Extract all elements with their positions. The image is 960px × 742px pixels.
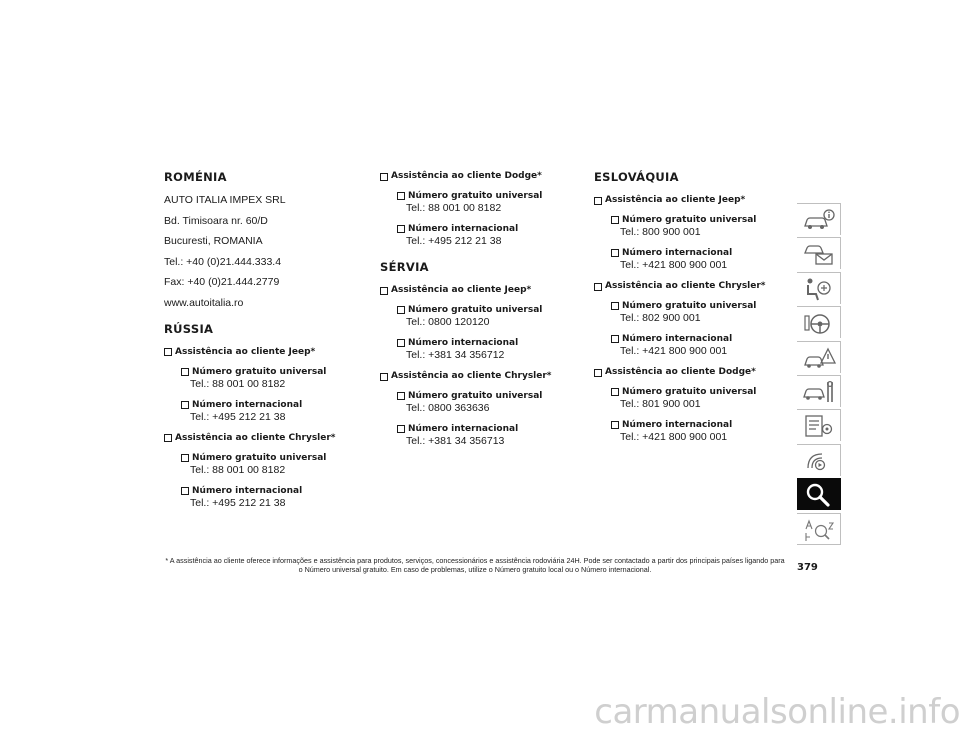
list-item: Número internacional Tel.: +495 212 21 38 xyxy=(181,399,379,424)
chapter-tabs xyxy=(797,203,841,547)
list-item: Número internacional Tel.: +495 212 21 38 xyxy=(181,485,379,510)
mail-car-icon xyxy=(802,241,836,267)
multimedia-icon xyxy=(802,448,836,474)
section-title-servia: SÉRVIA xyxy=(380,260,429,274)
phone-value: Tel.: +421 800 900 001 xyxy=(620,345,728,357)
column-middle xyxy=(380,170,595,456)
checkbox-bullet-icon xyxy=(181,401,189,409)
phone-value: Tel.: 88 001 00 8182 xyxy=(190,377,286,390)
list-item: Número gratuito universal Tel.: 0800 120120 xyxy=(397,304,595,329)
phone: Tel.: +40 (0)21.444.333.4 xyxy=(164,255,282,268)
fax: Fax: +40 (0)21.444.2779 xyxy=(164,276,280,288)
address-city: Bucuresti, ROMANIA xyxy=(164,235,263,247)
car-info-icon xyxy=(802,207,836,233)
checkbox-bullet-icon xyxy=(611,335,619,343)
tab-search[interactable] xyxy=(797,478,841,510)
checkbox-bullet-icon xyxy=(164,434,172,442)
checkbox-bullet-icon xyxy=(397,306,405,314)
watermark: carmanualsonline.info xyxy=(594,692,960,732)
phone-value: Tel.: 88 001 00 8182 xyxy=(406,202,502,214)
section-title-romenia: ROMÉNIA xyxy=(164,170,227,184)
checkbox-bullet-icon xyxy=(397,339,405,347)
tab-car-info[interactable] xyxy=(797,203,841,235)
list-item: Assistência ao cliente Jeep* xyxy=(164,346,379,359)
checkbox-bullet-icon xyxy=(397,425,405,433)
tab-driving[interactable] xyxy=(797,306,841,338)
specifications-icon xyxy=(802,413,836,439)
list-item: Assistência ao cliente Chrysler* xyxy=(164,432,379,445)
checkbox-bullet-icon xyxy=(380,173,388,181)
list-item: Número internacional Tel.: +381 34 356713 xyxy=(397,423,595,448)
checkbox-bullet-icon xyxy=(397,392,405,400)
phone-value: Tel.: +381 34 356712 xyxy=(406,349,505,361)
checkbox-bullet-icon xyxy=(594,369,602,377)
list-item: Número gratuito universal Tel.: 802 900 001 xyxy=(611,300,809,325)
address-street: Bd. Timisoara nr. 60/D xyxy=(164,214,268,227)
checkbox-bullet-icon xyxy=(181,368,189,376)
checkbox-bullet-icon xyxy=(380,373,388,381)
phone-value: Tel.: 0800 363636 xyxy=(406,402,490,414)
list-item: Número gratuito universal Tel.: 88 001 00 8182 xyxy=(181,452,379,477)
tab-safety[interactable] xyxy=(797,272,841,304)
phone-value: Tel.: 802 900 001 xyxy=(620,312,701,324)
car-wrench-icon xyxy=(802,379,836,405)
checkbox-bullet-icon xyxy=(611,421,619,429)
section-title-russia: RÚSSIA xyxy=(164,321,214,336)
checkbox-bullet-icon xyxy=(397,192,405,200)
list-item: Assistência ao cliente Chrysler* xyxy=(594,280,809,293)
checkbox-bullet-icon xyxy=(181,454,189,462)
tab-specifications[interactable] xyxy=(797,409,841,441)
tab-index[interactable] xyxy=(797,513,841,545)
list-item: Número gratuito universal Tel.: 800 900 001 xyxy=(611,214,809,239)
alphabetical-index-icon xyxy=(802,517,836,543)
checkbox-bullet-icon xyxy=(397,225,405,233)
checkbox-bullet-icon xyxy=(611,302,619,310)
list-item: Assistência ao cliente Dodge* xyxy=(380,170,595,183)
checkbox-bullet-icon xyxy=(611,388,619,396)
section-title-eslovaquia: ESLOVÁQUIA xyxy=(594,170,679,184)
search-icon xyxy=(802,482,836,508)
footnote: * A assistência ao cliente oferece informações e assistência para produtos, serviços, concessionários e assistência rodoviária 24H. Pode ser contactado a partir dos principais países ligando para o Número universal gratuito. Em caso de problemas, utilize o Número gratuito local ou o Número internacional. xyxy=(165,556,785,574)
tab-mail-car[interactable] xyxy=(797,237,841,269)
list-item: Número gratuito universal Tel.: 801 900 001 xyxy=(611,386,809,411)
column-right xyxy=(594,170,809,452)
list-item: Assistência ao cliente Jeep* xyxy=(594,194,809,207)
phone-value: Tel.: +421 800 900 001 xyxy=(620,431,728,443)
phone-value: Tel.: +381 34 356713 xyxy=(406,435,505,447)
list-item: Número gratuito universal Tel.: 0800 363636 xyxy=(397,390,595,415)
page-number: 379 xyxy=(797,562,818,573)
list-item: Número gratuito universal Tel.: 88 001 00 8182 xyxy=(397,190,595,215)
tab-emergency[interactable] xyxy=(797,341,841,373)
checkbox-bullet-icon xyxy=(611,216,619,224)
list-item: Número internacional Tel.: +495 212 21 38 xyxy=(397,223,595,248)
list-item: Número gratuito universal Tel.: 88 001 00 8182 xyxy=(181,366,379,391)
checkbox-bullet-icon xyxy=(594,197,602,205)
seat-airbag-icon xyxy=(802,276,836,302)
list-item: Assistência ao cliente Jeep* xyxy=(380,284,595,297)
phone-value: Tel.: +495 212 21 38 xyxy=(190,410,286,423)
list-item: Número internacional Tel.: +421 800 900 001 xyxy=(611,247,809,272)
phone-value: Tel.: +495 212 21 38 xyxy=(190,496,286,509)
phone-value: Tel.: +495 212 21 38 xyxy=(406,235,502,247)
company-name: AUTO ITALIA IMPEX SRL xyxy=(164,194,286,206)
list-item: Assistência ao cliente Dodge* xyxy=(594,366,809,379)
checkbox-bullet-icon xyxy=(181,487,189,495)
phone-value: Tel.: 88 001 00 8182 xyxy=(190,463,286,476)
checkbox-bullet-icon xyxy=(594,283,602,291)
tab-service[interactable] xyxy=(797,375,841,407)
phone-value: Tel.: 801 900 001 xyxy=(620,398,701,410)
website-link[interactable]: www.autoitalia.ro xyxy=(164,296,244,309)
tab-multimedia[interactable] xyxy=(797,444,841,476)
checkbox-bullet-icon xyxy=(164,348,172,356)
phone-value: Tel.: 0800 120120 xyxy=(406,316,490,328)
list-item: Assistência ao cliente Chrysler* xyxy=(380,370,595,383)
car-hazard-icon xyxy=(802,345,836,371)
list-item: Número internacional Tel.: +421 800 900 001 xyxy=(611,419,809,444)
list-item: Número internacional Tel.: +381 34 356712 xyxy=(397,337,595,362)
checkbox-bullet-icon xyxy=(380,287,388,295)
phone-value: Tel.: 800 900 001 xyxy=(620,226,701,238)
list-item: Número internacional Tel.: +421 800 900 001 xyxy=(611,333,809,358)
steering-wheel-icon xyxy=(802,310,836,336)
phone-value: Tel.: +421 800 900 001 xyxy=(620,259,728,271)
checkbox-bullet-icon xyxy=(611,249,619,257)
column-left xyxy=(164,170,379,518)
